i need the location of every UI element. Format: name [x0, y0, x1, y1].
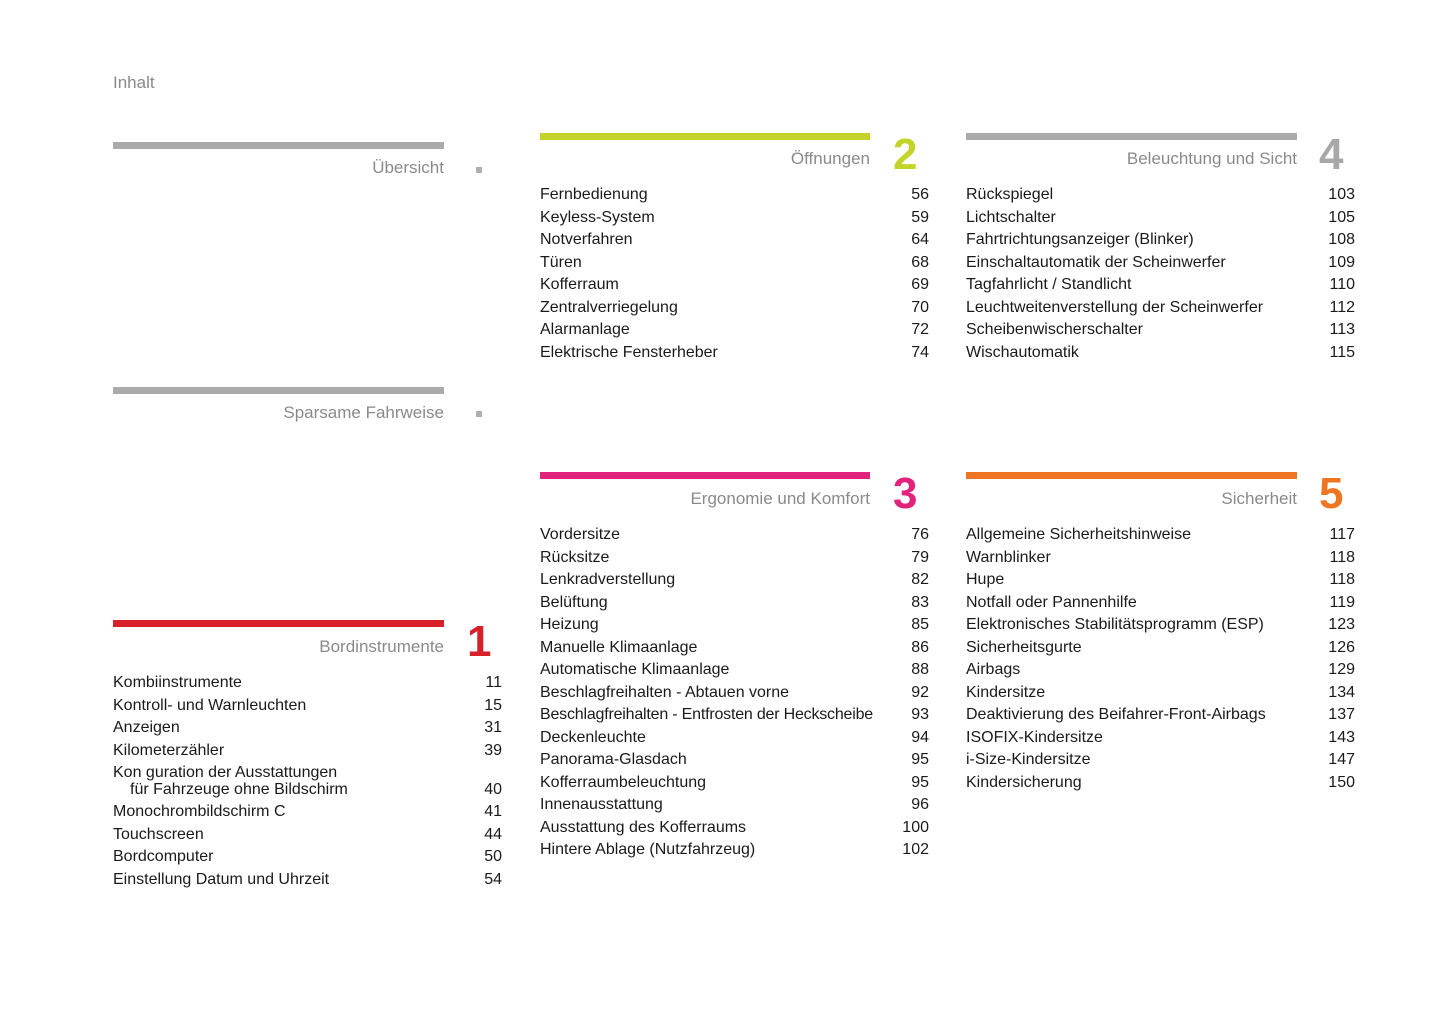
toc-entry[interactable]: Leuchtweitenverstellung der Scheinwerfer 112 [966, 298, 1355, 316]
toc-entry[interactable]: Kon guration der Ausstattungen für Fahrzeuge ohne Bildschirm 40 [113, 764, 502, 798]
section-number: 4 [1319, 130, 1344, 179]
section-marker-icon [476, 411, 482, 417]
toc-entry[interactable]: Kofferraumbeleuchtung 95 [540, 773, 929, 791]
toc-entry[interactable]: Einschaltautomatik der Scheinwerfer 109 [966, 253, 1355, 271]
toc-entry[interactable]: Wischautomatik 115 [966, 343, 1355, 361]
toc-entry[interactable]: Beschlagfreihalten - Abtauen vorne 92 [540, 683, 929, 701]
toc-list [966, 184, 1355, 364]
section-4 [966, 130, 1355, 368]
toc-entry[interactable]: Hupe 118 [966, 571, 1355, 588]
toc-entry[interactable]: Alarmanlage 72 [540, 321, 929, 338]
toc-list [113, 672, 502, 891]
section-title: Übersicht [372, 158, 444, 177]
section-number: 5 [1319, 469, 1344, 518]
toc-entry[interactable]: Notfall oder Pannenhilfe 119 [966, 593, 1355, 611]
toc-entry[interactable]: Fahrtrichtungsanzeiger (Blinker) 108 [966, 231, 1355, 248]
toc-entry[interactable]: Kindersicherung 150 [966, 773, 1355, 791]
toc-entry[interactable]: Allgemeine Sicherheitshinweise 117 [966, 526, 1355, 543]
toc-entry[interactable]: Belüftung 83 [540, 593, 929, 611]
section-title: Beleuchtung und Sicht [1126, 149, 1297, 168]
toc-list [540, 184, 929, 364]
toc-entry[interactable]: Touchscreen 44 [113, 825, 502, 843]
toc-entry[interactable]: Panorama-Glasdach 95 [540, 751, 929, 768]
toc-entry[interactable]: Kofferraum 69 [540, 276, 929, 293]
toc-entry[interactable]: Kombiinstrumente 11 [113, 674, 502, 691]
toc-entry[interactable]: Warnblinker 118 [966, 548, 1355, 566]
section-bar [540, 133, 870, 140]
section-5 [966, 469, 1355, 802]
toc-entry[interactable]: i-Size-Kindersitze 147 [966, 751, 1355, 768]
section-title: Ergonomie und Komfort [690, 489, 870, 508]
toc-entry[interactable]: Zentralverriegelung 70 [540, 298, 929, 316]
toc-entry[interactable]: Deaktivierung des Beifahrer-Front-Airbags 137 [966, 706, 1355, 723]
toc-entry[interactable]: Heizung 85 [540, 616, 929, 633]
section-number: 2 [893, 130, 918, 179]
toc-entry[interactable]: Scheibenwischerschalter 113 [966, 321, 1355, 338]
toc-entry[interactable]: Innenausstattung 96 [540, 796, 929, 813]
page-title: Inhalt [113, 73, 155, 92]
toc-list [966, 524, 1355, 794]
section-bar [540, 472, 870, 479]
toc-entry[interactable]: Monochrombildschirm C 41 [113, 803, 502, 820]
toc-entry[interactable]: Lenkradverstellung 82 [540, 571, 929, 588]
section-1 [113, 617, 502, 900]
toc-entry[interactable]: Kindersitze 134 [966, 683, 1355, 701]
section-bar [966, 133, 1297, 140]
section-eco-driving[interactable] [113, 387, 444, 427]
toc-entry[interactable]: ISOFIX-Kindersitze 143 [966, 728, 1355, 746]
toc-entry[interactable]: Elektronisches Stabilitätsprogramm (ESP) 123 [966, 616, 1355, 633]
toc-entry[interactable]: Automatische Klimaanlage 88 [540, 661, 929, 678]
section-marker-icon [476, 167, 482, 173]
section-2 [540, 130, 929, 368]
toc-entry[interactable]: Hintere Ablage (Nutzfahrzeug) 102 [540, 841, 929, 858]
toc-entry[interactable]: Beschlagfreihalten - Entfrosten der Heckscheibe 93 [540, 706, 929, 723]
section-bar [113, 387, 444, 394]
section-title: Öffnungen [790, 149, 870, 168]
toc-entry[interactable]: Keyless-System 59 [540, 208, 929, 226]
toc-list [540, 524, 929, 862]
section-3 [540, 469, 929, 872]
toc-entry[interactable]: Türen 68 [540, 253, 929, 271]
toc-entry[interactable]: Ausstattung des Kofferraums 100 [540, 818, 929, 836]
section-title: Sparsame Fahrweise [283, 403, 444, 422]
section-title: Bordinstrumente [319, 637, 444, 656]
toc-entry[interactable]: Bordcomputer 50 [113, 848, 502, 865]
section-bar [966, 472, 1297, 479]
toc-entry[interactable]: Sicherheitsgurte 126 [966, 638, 1355, 656]
toc-entry[interactable]: Anzeigen 31 [113, 719, 502, 736]
toc-entry[interactable]: Lichtschalter 105 [966, 208, 1355, 226]
toc-entry[interactable]: Rückspiegel 103 [966, 186, 1355, 203]
toc-entry[interactable]: Manuelle Klimaanlage 86 [540, 638, 929, 656]
toc-entry[interactable]: Kontroll- und Warnleuchten 15 [113, 696, 502, 714]
section-number: 1 [467, 617, 492, 666]
toc-entry[interactable]: Deckenleuchte 94 [540, 728, 929, 746]
toc-entry[interactable]: Rücksitze 79 [540, 548, 929, 566]
section-bar [113, 620, 444, 627]
toc-entry[interactable]: Einstellung Datum und Uhrzeit 54 [113, 870, 502, 888]
section-bar [113, 142, 444, 149]
toc-entry[interactable]: Vordersitze 76 [540, 526, 929, 543]
toc-entry[interactable]: Notverfahren 64 [540, 231, 929, 248]
toc-entry[interactable]: Elektrische Fensterheber 74 [540, 343, 929, 361]
toc-entry[interactable]: Airbags 129 [966, 661, 1355, 678]
section-title: Sicherheit [1221, 489, 1297, 508]
toc-entry[interactable]: Fernbedienung 56 [540, 186, 929, 203]
toc-entry[interactable]: Kilometerzähler 39 [113, 741, 502, 759]
section-overview[interactable] [113, 142, 444, 182]
toc-entry[interactable]: Tagfahrlicht / Standlicht 110 [966, 276, 1355, 293]
section-number: 3 [893, 469, 918, 518]
